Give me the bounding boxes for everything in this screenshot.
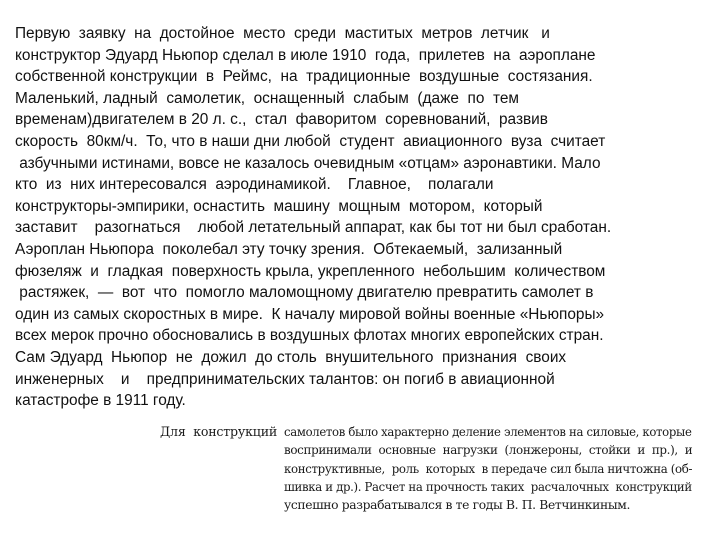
text-line: скорость 80км/ч. То, что в наши дни любой студент авиационного вуза считает	[15, 132, 606, 150]
text-line: один из самых скоростных в мире. К началу мировой войны военные «Ньюпоры»	[15, 305, 605, 323]
inset-line: воспринимали основные нагрузки (лонжероны, стойки и пр.), и	[284, 443, 693, 458]
text-line: фюзеляж и гладкая поверхность крыла, укрепленного небольшим количеством	[15, 262, 606, 280]
text-line: конструктор Эдуард Ньюпор сделал в июле 1910 года, прилетев на аэроплане	[15, 46, 596, 64]
main-paragraph	[15, 23, 715, 412]
text-line: катастрофе в 1911 году.	[15, 392, 186, 410]
inset-line: конструктивные, роль которых в передаче сил была ничтожна (об-	[284, 461, 693, 476]
scanned-text-inset	[160, 423, 695, 531]
text-line: заставит разогнаться любой летательный аппарат, как бы тот ни был сработан.	[15, 219, 612, 237]
text-line: Аэроплан Ньюпора поколебал эту точку зрения. Обтекаемый, зализанный	[15, 240, 563, 258]
text-line: кто из них интересовался аэродинамикой. Главное, полагали	[15, 176, 494, 194]
text-line: Маленький, ладный самолетик, оснащенный слабым (даже по тем	[15, 89, 519, 107]
text-line: растяжек, — вот что помогло маломощному двигателю превратить самолет в	[15, 284, 594, 302]
inset-lead-text: Для конструкций	[160, 424, 278, 439]
text-line: Сам Эдуард Ньюпор не дожил до столь внушительного признания своих	[15, 348, 567, 366]
inset-line: успешно разрабатывался в те годы В. П. Ветчинкиным.	[284, 498, 631, 513]
text-line: временам)двигателем в 20 л. с., стал фаворитом соревнований, развив	[15, 111, 548, 129]
inset-body	[284, 423, 692, 514]
text-line: инженерных и предпринимательских талантов: он погиб в авиационной	[15, 370, 555, 388]
inset-line: самолетов было характерно деление элементов на силовые, которые	[284, 425, 692, 439]
text-line: Первую заявку на достойное место среди маститых метров летчик и	[15, 25, 550, 42]
inset-line: шивка и др.). Расчет на прочность таких расчалочных конструкций	[284, 479, 692, 494]
text-line: азбучными истинами, вовсе не казалось очевидным «отцам» аэронавтики. Мало	[15, 154, 601, 172]
text-line: конструкторы-эмпирики, оснастить машину мощным мотором, который	[15, 197, 543, 215]
text-line: собственной конструкции в Реймс, на традиционные воздушные состязания.	[15, 68, 593, 86]
text-line: всех мерок прочно обосновались в воздушных флотах многих европейских стран.	[15, 327, 604, 345]
